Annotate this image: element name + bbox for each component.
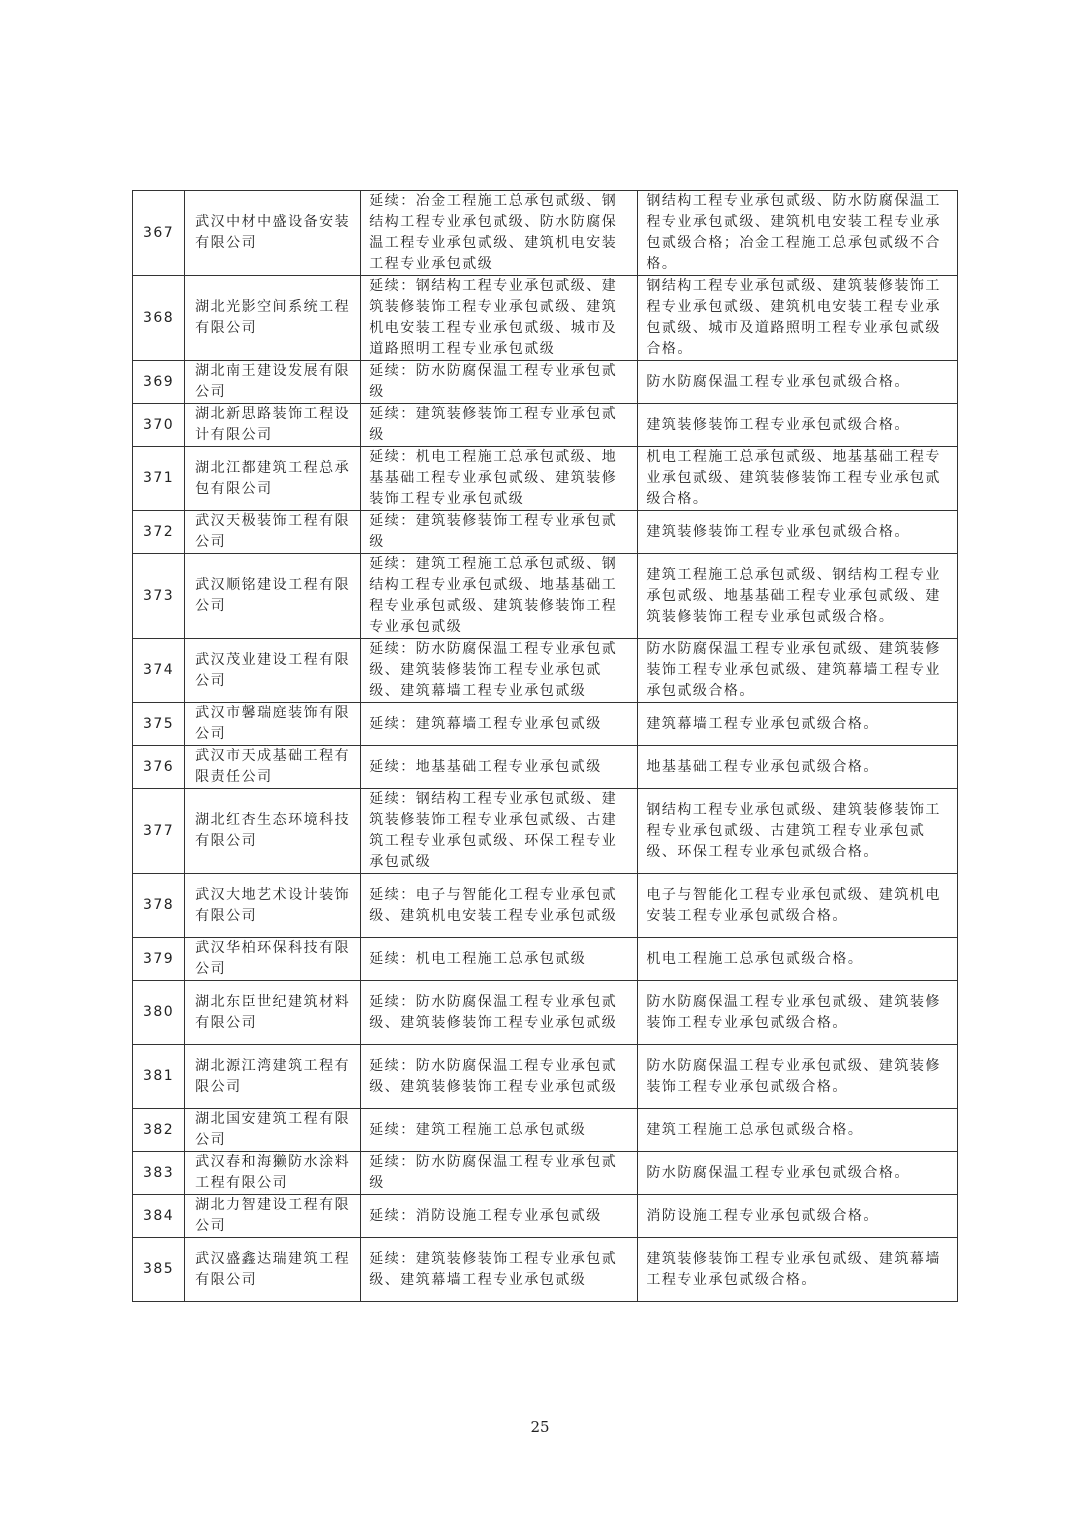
company-name: 湖北江都建筑工程总承包有限公司: [185, 447, 361, 511]
company-name: 武汉市馨瑞庭装饰有限公司: [185, 703, 361, 746]
table-row: [133, 1045, 958, 1109]
company-name: 武汉华柏环保科技有限公司: [185, 938, 361, 981]
row-number: 377: [133, 789, 185, 874]
row-number: 380: [133, 981, 185, 1045]
row-number: 368: [133, 276, 185, 361]
row-number: 370: [133, 404, 185, 447]
table-row: [133, 938, 958, 981]
table-row: [133, 1195, 958, 1238]
row-number: 376: [133, 746, 185, 789]
company-name: 湖北新思路装饰工程设计有限公司: [185, 404, 361, 447]
company-name: 武汉春和海獭防水涂料工程有限公司: [185, 1152, 361, 1195]
review-result: 防水防腐保温工程专业承包贰级合格。: [638, 1152, 958, 1195]
review-result: 钢结构工程专业承包贰级、建筑装修装饰工程专业承包贰级、古建筑工程专业承包贰级、环保工程专业承包贰级合格。: [638, 789, 958, 874]
review-result: 防水防腐保温工程专业承包贰级、建筑装修装饰工程专业承包贰级、建筑幕墙工程专业承包贰级合格。: [638, 639, 958, 703]
row-number: 374: [133, 639, 185, 703]
review-result: 防水防腐保温工程专业承包贰级、建筑装修装饰工程专业承包贰级合格。: [638, 981, 958, 1045]
row-number: 384: [133, 1195, 185, 1238]
company-name: 武汉大地艺术设计装饰有限公司: [185, 874, 361, 938]
row-number: 378: [133, 874, 185, 938]
application-content: 延续：消防设施工程专业承包贰级: [361, 1195, 638, 1238]
company-name: 武汉茂业建设工程有限公司: [185, 639, 361, 703]
review-result: 建筑工程施工总承包贰级、钢结构工程专业承包贰级、地基基础工程专业承包贰级、建筑装修装饰工程专业承包贰级合格。: [638, 554, 958, 639]
company-name: 武汉顺铭建设工程有限公司: [185, 554, 361, 639]
review-result: 钢结构工程专业承包贰级、建筑装修装饰工程专业承包贰级、建筑机电安装工程专业承包贰级、城市及道路照明工程专业承包贰级合格。: [638, 276, 958, 361]
review-result: 地基基础工程专业承包贰级合格。: [638, 746, 958, 789]
application-content: 延续：建筑工程施工总承包贰级、钢结构工程专业承包贰级、地基基础工程专业承包贰级、建筑装修装饰工程专业承包贰级: [361, 554, 638, 639]
application-content: 延续：钢结构工程专业承包贰级、建筑装修装饰工程专业承包贰级、古建筑工程专业承包贰级、环保工程专业承包贰级: [361, 789, 638, 874]
table-row: [133, 361, 958, 404]
company-name: 武汉天极装饰工程有限公司: [185, 511, 361, 554]
row-number: 375: [133, 703, 185, 746]
row-number: 373: [133, 554, 185, 639]
table-row: [133, 1238, 958, 1302]
application-content: 延续：建筑装修装饰工程专业承包贰级: [361, 404, 638, 447]
application-content: 延续：电子与智能化工程专业承包贰级、建筑机电安装工程专业承包贰级: [361, 874, 638, 938]
table-row: [133, 981, 958, 1045]
table-body: [133, 191, 958, 1302]
review-result: 建筑装修装饰工程专业承包贰级、建筑幕墙工程专业承包贰级合格。: [638, 1238, 958, 1302]
row-number: 383: [133, 1152, 185, 1195]
table-row: [133, 703, 958, 746]
row-number: 367: [133, 191, 185, 276]
application-content: 延续：防水防腐保温工程专业承包贰级: [361, 1152, 638, 1195]
page-number: 25: [530, 1418, 550, 1436]
application-content: 延续：建筑装修装饰工程专业承包贰级: [361, 511, 638, 554]
company-name: 湖北国安建筑工程有限公司: [185, 1109, 361, 1152]
table-row: [133, 447, 958, 511]
application-content: 延续：防水防腐保温工程专业承包贰级、建筑装修装饰工程专业承包贰级、建筑幕墙工程专业承包贰级: [361, 639, 638, 703]
application-content: 延续：防水防腐保温工程专业承包贰级、建筑装修装饰工程专业承包贰级: [361, 981, 638, 1045]
review-result: 建筑幕墙工程专业承包贰级合格。: [638, 703, 958, 746]
row-number: 385: [133, 1238, 185, 1302]
application-content: 延续：防水防腐保温工程专业承包贰级: [361, 361, 638, 404]
company-name: 湖北源江湾建筑工程有限公司: [185, 1045, 361, 1109]
row-number: 382: [133, 1109, 185, 1152]
table-row: [133, 191, 958, 276]
review-result: 机电工程施工总承包贰级合格。: [638, 938, 958, 981]
row-number: 381: [133, 1045, 185, 1109]
review-result: 建筑装修装饰工程专业承包贰级合格。: [638, 404, 958, 447]
review-result: 电子与智能化工程专业承包贰级、建筑机电安装工程专业承包贰级合格。: [638, 874, 958, 938]
row-number: 371: [133, 447, 185, 511]
application-content: 延续：机电工程施工总承包贰级、地基基础工程专业承包贰级、建筑装修装饰工程专业承包贰级: [361, 447, 638, 511]
application-content: 延续：钢结构工程专业承包贰级、建筑装修装饰工程专业承包贰级、建筑机电安装工程专业承包贰级、城市及道路照明工程专业承包贰级: [361, 276, 638, 361]
review-result: 建筑工程施工总承包贰级合格。: [638, 1109, 958, 1152]
review-result: 建筑装修装饰工程专业承包贰级合格。: [638, 511, 958, 554]
table-row: [133, 511, 958, 554]
application-content: 延续：冶金工程施工总承包贰级、钢结构工程专业承包贰级、防水防腐保温工程专业承包贰级、建筑机电安装工程专业承包贰级: [361, 191, 638, 276]
application-content: 延续：防水防腐保温工程专业承包贰级、建筑装修装饰工程专业承包贰级: [361, 1045, 638, 1109]
application-content: 延续：机电工程施工总承包贰级: [361, 938, 638, 981]
application-content: 延续：建筑装修装饰工程专业承包贰级、建筑幕墙工程专业承包贰级: [361, 1238, 638, 1302]
table-row: [133, 1152, 958, 1195]
table-row: [133, 746, 958, 789]
company-name: 湖北东臣世纪建筑材料有限公司: [185, 981, 361, 1045]
qualification-review-table: [132, 190, 958, 1302]
row-number: 372: [133, 511, 185, 554]
table-row: [133, 874, 958, 938]
company-name: 武汉中材中盛设备安装有限公司: [185, 191, 361, 276]
review-result: 机电工程施工总承包贰级、地基基础工程专业承包贰级、建筑装修装饰工程专业承包贰级合格。: [638, 447, 958, 511]
table-row: [133, 276, 958, 361]
application-content: 延续：地基基础工程专业承包贰级: [361, 746, 638, 789]
application-content: 延续：建筑幕墙工程专业承包贰级: [361, 703, 638, 746]
application-content: 延续：建筑工程施工总承包贰级: [361, 1109, 638, 1152]
review-result: 消防设施工程专业承包贰级合格。: [638, 1195, 958, 1238]
row-number: 369: [133, 361, 185, 404]
table-row: [133, 404, 958, 447]
table-row: [133, 1109, 958, 1152]
review-result: 防水防腐保温工程专业承包贰级、建筑装修装饰工程专业承包贰级合格。: [638, 1045, 958, 1109]
table-row: [133, 554, 958, 639]
company-name: 湖北南王建设发展有限公司: [185, 361, 361, 404]
table-row: [133, 639, 958, 703]
company-name: 湖北红杏生态环境科技有限公司: [185, 789, 361, 874]
company-name: 武汉市天成基础工程有限责任公司: [185, 746, 361, 789]
company-name: 武汉盛鑫达瑞建筑工程有限公司: [185, 1238, 361, 1302]
review-result: 防水防腐保温工程专业承包贰级合格。: [638, 361, 958, 404]
review-result: 钢结构工程专业承包贰级、防水防腐保温工程专业承包贰级、建筑机电安装工程专业承包贰级合格；冶金工程施工总承包贰级不合格。: [638, 191, 958, 276]
company-name: 湖北光影空间系统工程有限公司: [185, 276, 361, 361]
table-row: [133, 789, 958, 874]
company-name: 湖北力智建设工程有限公司: [185, 1195, 361, 1238]
row-number: 379: [133, 938, 185, 981]
